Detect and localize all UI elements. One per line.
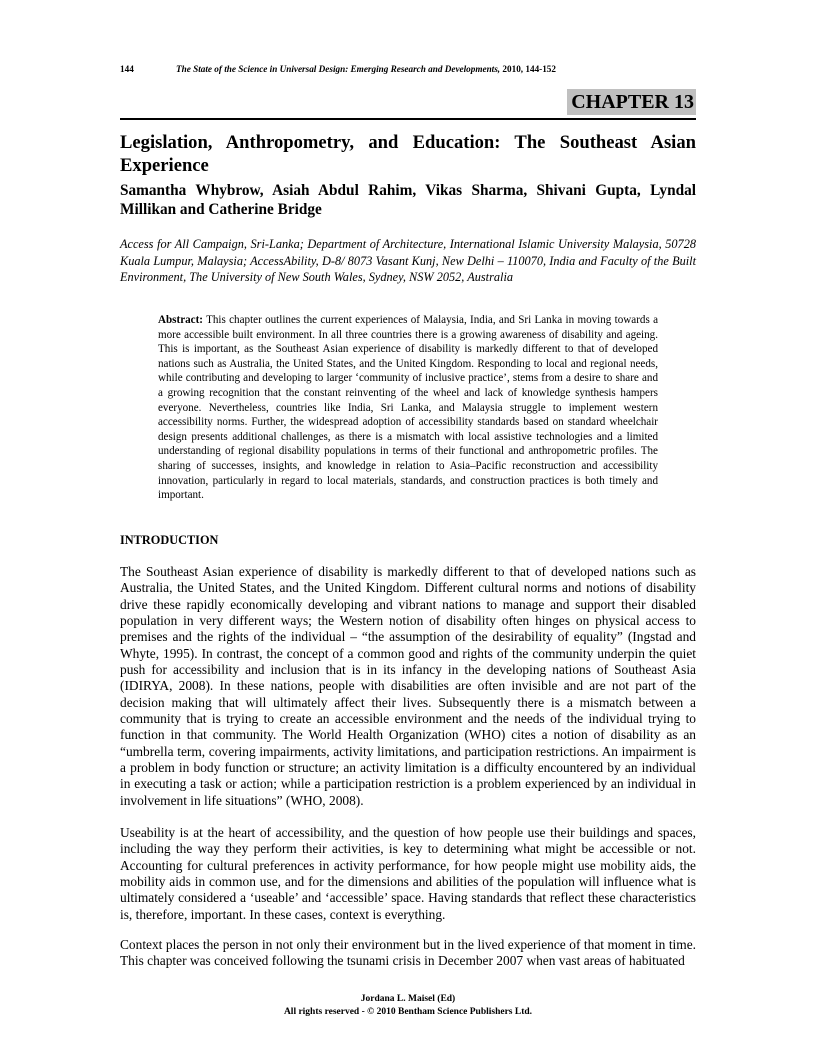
footer-copyright: All rights reserved - © 2010 Bentham Science Publishers Ltd.: [283, 1007, 533, 1017]
abstract: [158, 313, 658, 503]
page-number: 144: [120, 64, 134, 74]
body-paragraph: The Southeast Asian experience of disability is markedly different to that of developed nations such as Australia, the United States, and the United Kingdom. Different cultural norms and notions of disability drive these rapidly economically developing and vibrant nations to manage and support their disabled population in very different ways; the Western notion of disability often hinges on physical access to premises and the rights of the individual – “the assumption of the desirability of equality” (Ingstad and Whyte, 1995). In contrast, the concept of a common good and rights of the community underpin the quiet push for accessibility and inclusion that is in its infancy in the developing nations of Southeast Asia (IDIRYA, 2008). In these nations, people with disabilities are often invisible and are not part of the decision making that will ultimately affect their lives. Subsequently there is a mismatch between a community that is trying to create an accessible environment and the needs of the individual trying to function in that community. The World Health Organization (WHO) cites a notion of disability as an “umbrella term, covering impairments, activity limitations, and participation restrictions. An impairment is a problem in body function or structure; an activity limitation is a difficulty encountered by an individual in executing a task or action; while a participation restriction is a problem experienced by an individual in involvement in life situations” (WHO, 2008).: [120, 564, 696, 808]
journal-title: The State of the Science in Universal Design: Emerging Research and Developments,: [176, 64, 501, 74]
journal-meta: 2010, 144-152: [502, 64, 556, 74]
chapter-label: CHAPTER 13: [567, 89, 696, 115]
body-paragraph: Useability is at the heart of accessibility, and the question of how people use their buildings and spaces, including the way they perform their activities, is key to determining what might be accessible or not. Accounting for cultural preferences in activity performance, for how people might use mobility aids, the mobility aids in common use, and for the dimensions and abilities of the population will influence what is ultimately considered a ‘useable’ and ‘accessible’ space. Having standards that reflect these characteristics is, therefore, important. In these cases, context is everything.: [120, 825, 696, 922]
abstract-label: Abstract:: [158, 314, 203, 326]
header-divider: [120, 118, 696, 120]
abstract-text: This chapter outlines the current experiences of Malaysia, India, and Sri Lanka in moving towards a more accessible built environment. In all three countries there is a growing awareness of disability and ageing. This is important, as the Southeast Asian experience of disability is markedly different to that of developed nations such as Australia, the United States, and the United Kingdom. Responding to local and regional needs, while contributing and developing to larger ‘community of inclusive practice’, stems from a desire to share and a growing recognition that the constant reinventing of the wheel and lack of knowledge synthesis hampers everyone. Nevertheless, countries like India, Sri Lanka, and Malaysia struggle to implement western accessibility norms. Further, the widespread adoption of accessibility standards based on standard wheelchair design presents additional challenges, as there is a mismatch with local assistive technologies and a limited understanding of regional disability populations in terms of their functional and anthropometric profiles. The sharing of successes, insights, and knowledge in relation to Asia–Pacific reconstruction and accessibility innovation, particularly in regard to local materials, standards, and construction practices is both timely and important.: [158, 314, 658, 502]
footer-editor: Jordana L. Maisel (Ed): [360, 994, 456, 1004]
chapter-title: Legislation, Anthropometry, and Education: The Southeast Asian Experience: [120, 132, 696, 176]
page-footer: [120, 993, 696, 1019]
section-heading: INTRODUCTION: [120, 533, 219, 547]
body-paragraph: Context places the person in not only their environment but in the lived experience of that moment in time. This chapter was conceived following the tsunami crisis in December 2007 when vast areas of habituated: [120, 937, 696, 969]
journal-citation: [176, 64, 556, 74]
authors: Samantha Whybrow, Asiah Abdul Rahim, Vikas Sharma, Shivani Gupta, Lyndal Millikan and Catherine Bridge: [120, 182, 696, 218]
affiliations: Access for All Campaign, Sri-Lanka; Department of Architecture, International Islamic University Malaysia, 50728 Kuala Lumpur, Malaysia; AccessAbility, D-8/ 8073 Vasant Kunj, New Delhi – 110070, India and Faculty of the Built Environment, The University of New South Wales, Sydney, NSW 2052, Australia: [120, 237, 696, 284]
